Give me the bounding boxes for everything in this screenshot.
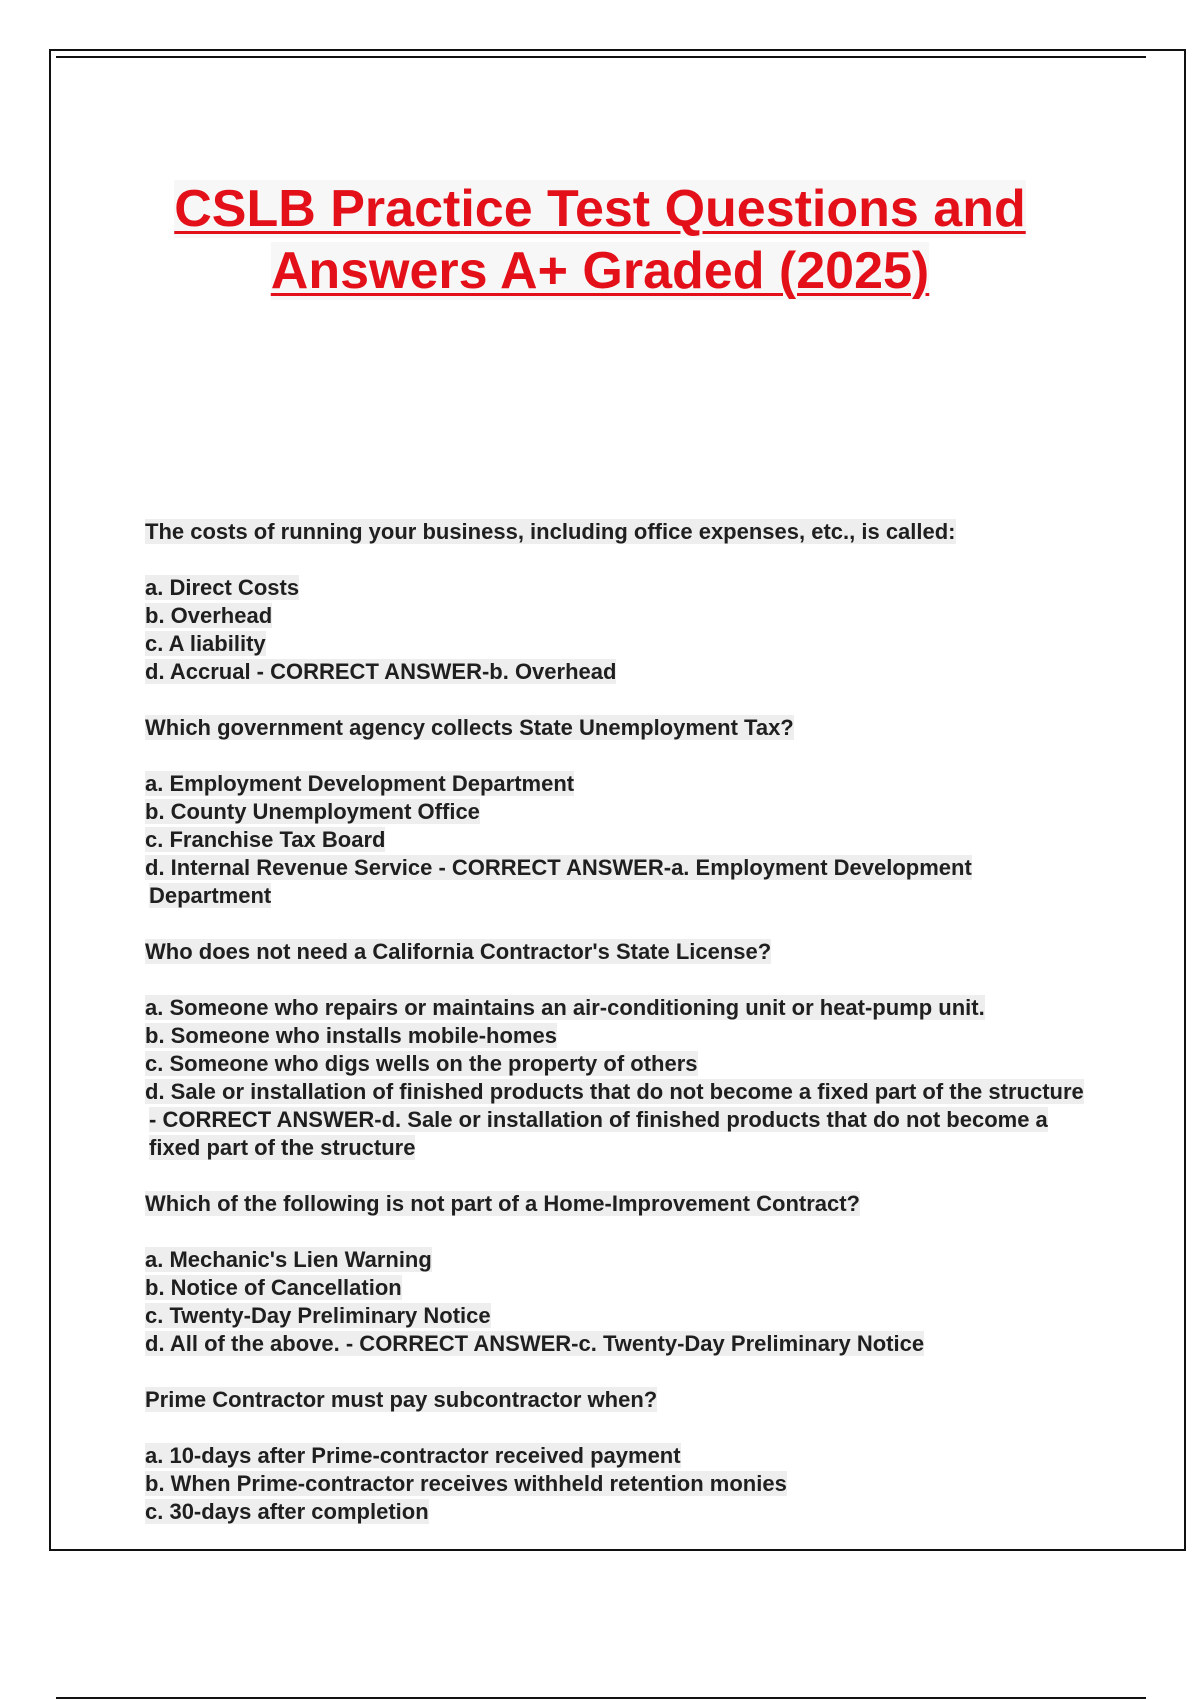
option-a: a. 10-days after Prime-contractor received payment bbox=[145, 1443, 681, 1468]
question-text: Prime Contractor must pay subcontractor when? bbox=[145, 1387, 658, 1412]
bottom-rule bbox=[56, 1697, 1146, 1699]
option-b: b. Someone who installs mobile-homes bbox=[145, 1023, 557, 1048]
option-b: b. When Prime-contractor receives withheld retention monies bbox=[145, 1471, 787, 1496]
question-block-2 bbox=[145, 714, 1085, 910]
title-line-1: CSLB Practice Test Questions and bbox=[174, 180, 1026, 238]
question-block-4 bbox=[145, 1190, 1085, 1358]
question-text: Who does not need a California Contractor's State License? bbox=[145, 939, 772, 964]
question-text: The costs of running your business, including office expenses, etc., is called: bbox=[145, 519, 956, 544]
question-list bbox=[145, 518, 1085, 1554]
option-b: b. County Unemployment Office bbox=[145, 799, 480, 824]
option-a: a. Direct Costs bbox=[145, 575, 300, 600]
question-block-3 bbox=[145, 938, 1085, 1162]
option-d-answer: d. Sale or installation of finished products that do not become a fixed part of the structure - CORRECT ANSWER-d. Sale or installation of finished products that do not become a fixed part of the structure bbox=[145, 1079, 1084, 1160]
option-c: c. Franchise Tax Board bbox=[145, 827, 386, 852]
question-text: Which of the following is not part of a Home-Improvement Contract? bbox=[145, 1191, 860, 1216]
option-a: a. Mechanic's Lien Warning bbox=[145, 1247, 432, 1272]
option-c: c. Someone who digs wells on the property of others bbox=[145, 1051, 698, 1076]
option-d-answer: d. Accrual - CORRECT ANSWER-b. Overhead bbox=[145, 659, 617, 684]
option-a: a. Employment Development Department bbox=[145, 771, 575, 796]
option-list bbox=[145, 1246, 1085, 1358]
option-b: b. Notice of Cancellation bbox=[145, 1275, 402, 1300]
question-block-5 bbox=[145, 1386, 1085, 1526]
option-list bbox=[145, 994, 1085, 1162]
option-d-answer: d. All of the above. - CORRECT ANSWER-c. Twenty-Day Preliminary Notice bbox=[145, 1331, 925, 1356]
option-d-answer: d. Internal Revenue Service - CORRECT ANSWER-a. Employment Development Department bbox=[145, 855, 972, 908]
option-list bbox=[145, 574, 1085, 686]
option-a: a. Someone who repairs or maintains an air-conditioning unit or heat-pump unit. bbox=[145, 995, 985, 1020]
question-block-1 bbox=[145, 518, 1085, 686]
document-title bbox=[0, 178, 1200, 302]
option-list bbox=[145, 1442, 1085, 1526]
option-list bbox=[145, 770, 1085, 910]
question-text: Which government agency collects State Unemployment Tax? bbox=[145, 715, 794, 740]
option-c: c. 30-days after completion bbox=[145, 1499, 429, 1524]
option-c: c. Twenty-Day Preliminary Notice bbox=[145, 1303, 491, 1328]
option-c: c. A liability bbox=[145, 631, 266, 656]
title-line-2: Answers A+ Graded (2025) bbox=[270, 242, 930, 300]
option-b: b. Overhead bbox=[145, 603, 273, 628]
